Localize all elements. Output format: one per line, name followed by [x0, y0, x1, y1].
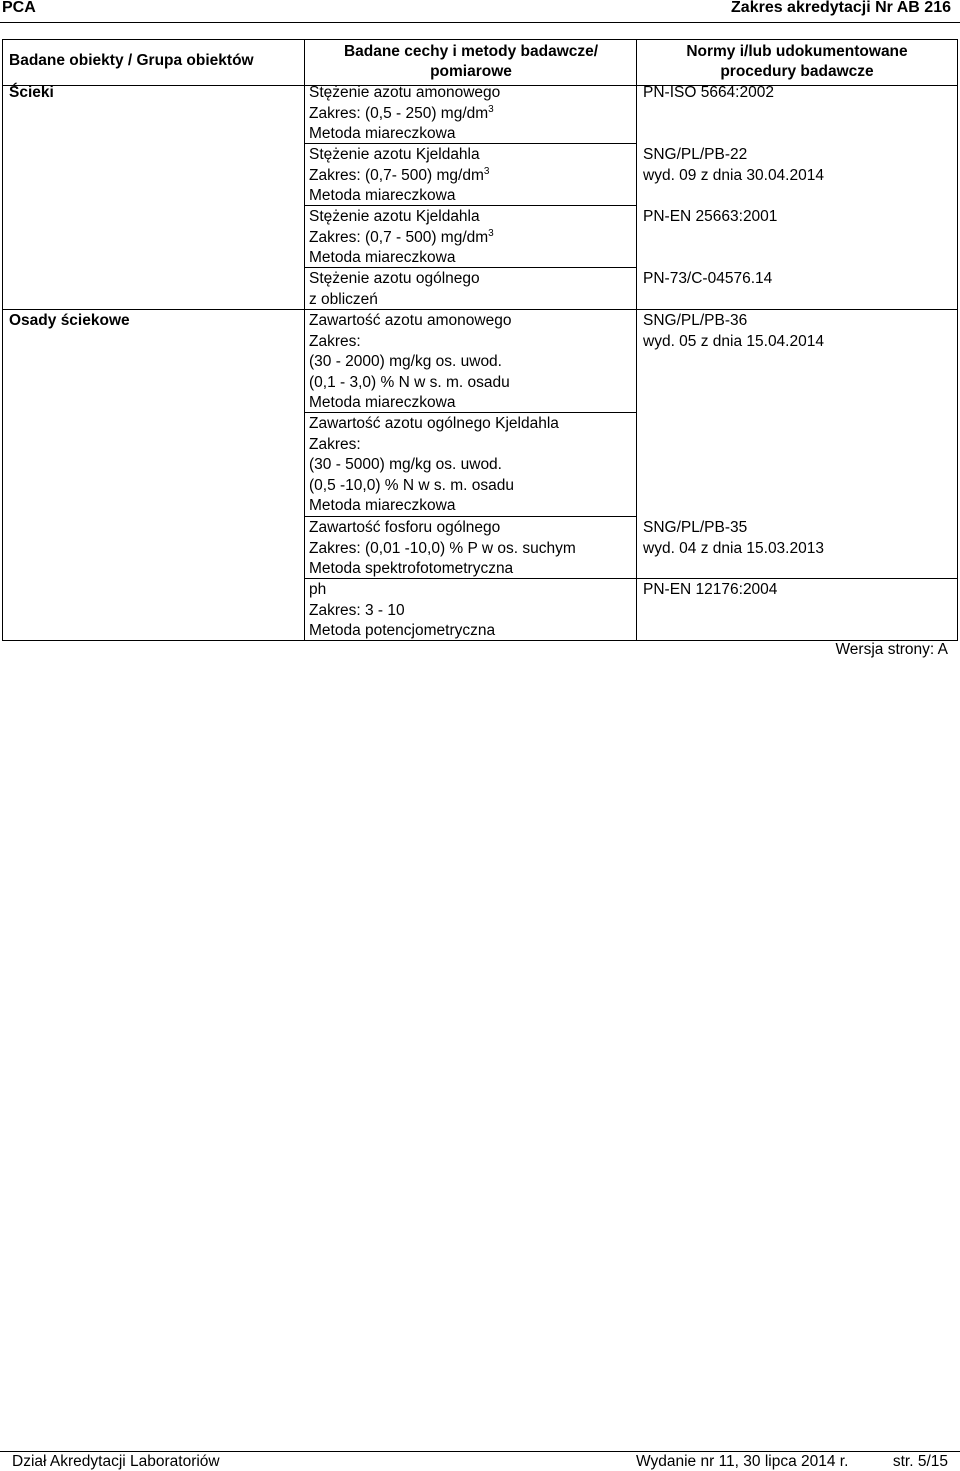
- norm-line: SNG/PL/PB-36: [643, 312, 748, 329]
- method-line: z obliczeń: [309, 290, 378, 308]
- method-line: Metoda miareczkowa: [309, 497, 456, 515]
- method-line: Metoda spektrofotometryczna: [309, 560, 514, 578]
- method-line: Zakres:: [309, 435, 361, 453]
- norm-line: SNG/PL/PB-22: [643, 146, 748, 163]
- method-line: Stężenie azotu Kjeldahla: [309, 146, 480, 163]
- page-header: [0, 0, 960, 23]
- norm-line: wyd. 05 z dnia 15.04.2014: [643, 332, 824, 350]
- method-line: Stężenie azotu amonowego: [309, 84, 501, 101]
- method-line: Stężenie azotu Kjeldahla: [309, 208, 480, 225]
- method-line: (0,1 - 3,0) % N w s. m. osadu: [309, 373, 510, 391]
- object-group-wastewater: Ścieki: [9, 84, 54, 101]
- column-header-norms-1: Normy i/lub udokumentowane: [686, 43, 908, 60]
- method-line: Zakres: 3 - 10: [309, 601, 405, 619]
- method-line: Zakres: (0,7- 500) $mg/dm^3$: [309, 165, 490, 184]
- method-line: Zawartość fosforu ogólnego: [309, 519, 501, 536]
- column-header-methods-1: Badane cechy i metody badawcze/: [343, 43, 599, 60]
- method-line: ph: [309, 581, 327, 598]
- method-line: Metoda miareczkowa: [309, 187, 456, 205]
- norm-line: PN-73/C-04576.14: [643, 270, 773, 287]
- norm-line: wyd. 09 z dnia 30.04.2014: [643, 166, 824, 184]
- footer-department: Dział Akredytacji Laboratoriów: [12, 1453, 220, 1470]
- method-line: Zakres: (0,7 - 500) $mg/dm^3$: [309, 227, 494, 246]
- group-divider: [3, 309, 957, 310]
- norm-line: SNG/PL/PB-35: [643, 519, 748, 536]
- method-line: (0,5 -10,0) % N w s. m. osadu: [309, 476, 515, 494]
- method-line: Zakres: (0,01 -10,0) % P w os. suchym: [309, 539, 576, 557]
- column-header-norms-2: procedury badawcze: [720, 63, 874, 80]
- method-line: (30 - 2000) mg/kg os. uwod.: [309, 353, 502, 371]
- method-line: Zakres: (0,5 - 250) $mg/dm^3$: [309, 103, 494, 122]
- page-version: Wersja strony: A: [835, 641, 948, 658]
- method-line: Metoda miareczkowa: [309, 125, 456, 143]
- norm-line: wyd. 04 z dnia 15.03.2013: [643, 539, 824, 557]
- norm-line: PN-ISO 5664:2002: [643, 84, 774, 101]
- footer-page-number: str. 5/15: [892, 1453, 948, 1470]
- norm-line: PN-EN 25663:2001: [643, 208, 778, 225]
- page-footer: [0, 1451, 960, 1471]
- column-header-objects: Badane obiekty / Grupa obiektów: [9, 52, 254, 69]
- column-divider: [636, 40, 637, 640]
- header-title: Zakres akredytacji Nr AB 216: [731, 0, 951, 16]
- header-org: PCA: [2, 0, 36, 16]
- method-line: Stężenie azotu ogólnego: [309, 270, 480, 287]
- method-line: Metoda miareczkowa: [309, 394, 456, 412]
- footer-edition: Wydanie nr 11, 30 lipca 2014 r.: [636, 1453, 849, 1470]
- method-line: Zawartość azotu ogólnego Kjeldahla: [309, 415, 559, 432]
- method-line: (30 - 5000) mg/kg os. uwod.: [309, 456, 502, 474]
- method-line: Metoda miareczkowa: [309, 249, 456, 267]
- method-line: Zawartość azotu amonowego: [309, 312, 512, 329]
- accreditation-table: [2, 39, 958, 641]
- column-header-methods-2: pomiarowe: [430, 63, 512, 80]
- method-line: Metoda potencjometryczna: [309, 622, 496, 640]
- column-divider: [304, 40, 305, 640]
- norm-line: PN-EN 12176:2004: [643, 581, 778, 598]
- method-line: Zakres:: [309, 332, 361, 350]
- object-group-sewage-sludge: Osady ściekowe: [9, 312, 130, 329]
